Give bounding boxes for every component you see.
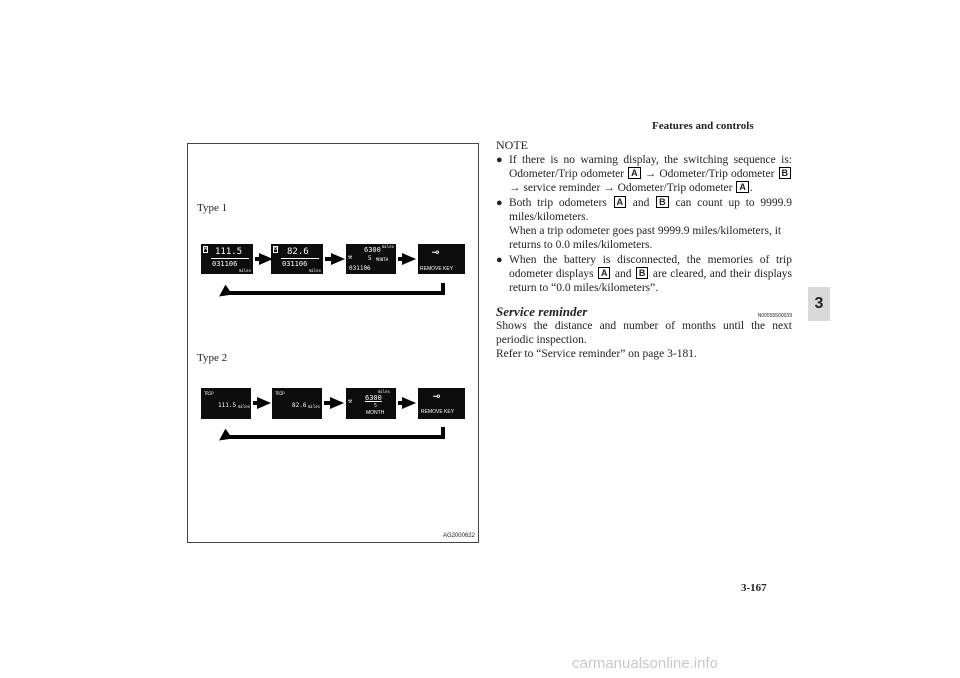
type1-screen-service (346, 244, 396, 274)
display-unit: miles (238, 268, 251, 273)
return-arrow-icon (216, 429, 233, 446)
type2-screen-trip-b (272, 388, 322, 419)
return-line-horizontal (228, 291, 445, 295)
type1-screen-trip-a (201, 244, 253, 274)
trip-b-label: B (656, 196, 669, 208)
display-odometer: 031106 (212, 260, 238, 268)
bullet-text: are cleared, and their displays return to “0.0 miles/kilometers”. (509, 268, 793, 294)
page-number: 3-167 (741, 582, 767, 594)
display-unit: miles (377, 389, 390, 394)
trip-a-label: A (614, 196, 627, 208)
display-label: REMOVE KEY (421, 409, 455, 415)
bullet-text: → Odometer/Trip odometer (644, 168, 775, 180)
key-icon: ⊸ (432, 245, 440, 259)
trip-a-label: A (598, 267, 611, 279)
right-arrow-icon (331, 253, 345, 265)
section-heading (496, 305, 792, 319)
trip-a-badge: A (204, 246, 208, 252)
display-month-unit: MONTH (366, 410, 385, 416)
display-value: 82.6 (292, 402, 307, 409)
trip-label: TRIP (275, 391, 285, 396)
bullet-text: and (614, 268, 632, 280)
watermark: carmanualsonline.info (572, 655, 718, 672)
figure-code: AG2000622 (442, 533, 475, 539)
display-value: 111.5 (215, 247, 243, 257)
bullet-text: When a trip odometer goes past 9999.9 miles/kilometers, it returns to 0.0 miles/kilometers. (509, 225, 782, 251)
bullet-text: Both trip odometers (509, 197, 607, 209)
text-column (496, 138, 792, 361)
note-bullet-1 (496, 153, 792, 195)
display-value: 82.6 (287, 247, 309, 257)
bullet-text: → service reminder → Odometer/Trip odometer (509, 182, 733, 194)
display-odometer: 031106 (282, 260, 308, 268)
section-title: Service reminder (496, 304, 588, 319)
display-months: 5 (368, 255, 372, 262)
right-arrow-icon (402, 253, 416, 265)
display-distance: 6300 (365, 394, 382, 402)
trip-a-label: A (736, 181, 749, 193)
trip-b-label: B (779, 167, 792, 179)
bullet-text: and (632, 197, 650, 209)
right-arrow-icon (402, 397, 416, 409)
figure-box (187, 143, 479, 543)
display-unit: miles (381, 244, 394, 249)
type2-screen-trip-a (201, 388, 251, 419)
right-arrow-icon (257, 397, 271, 409)
display-months: 5 (374, 403, 378, 409)
wrench-icon: ⚒ (348, 397, 353, 405)
display-unit: miles (308, 268, 321, 273)
section-code: N00555500039 (757, 313, 792, 319)
display-unit: miles (308, 404, 321, 409)
wrench-icon: ⚒ (348, 253, 353, 261)
display-divider (211, 258, 249, 259)
display-distance: 6300 (364, 246, 381, 254)
display-odometer: 031106 (349, 265, 371, 272)
key-icon: ⊸ (433, 389, 441, 403)
type2-label: Type 2 (197, 352, 228, 364)
bullet-text: When the battery is disconnected, the memories of trip odometer displays (509, 254, 792, 280)
bullet-text: . (749, 182, 753, 194)
return-line-horizontal (228, 435, 445, 439)
type2-screen-remove-key (418, 388, 465, 419)
service-reference: Refer to “Service reminder” on page 3-181. (496, 348, 697, 360)
trip-a-label: A (628, 167, 641, 179)
bullet-text: can count up to 9999.9 miles/kilometers. (509, 197, 793, 223)
note-bullet-3 (496, 253, 792, 295)
return-arrow-icon (216, 285, 233, 302)
type1-screen-trip-b (271, 244, 323, 274)
type1-screen-remove-key (418, 244, 465, 274)
trip-b-badge: B (274, 246, 278, 252)
type1-label: Type 1 (197, 202, 228, 214)
chapter-tab: 3 (808, 287, 830, 321)
bullet-text: If there is no warning display, the switching sequence is: Odometer/Trip odometer (509, 154, 792, 180)
display-unit: miles (238, 404, 251, 409)
right-arrow-icon (259, 253, 273, 265)
trip-b-label: B (636, 267, 649, 279)
display-label: REMOVE KEY (420, 266, 454, 272)
page-header-title: Features and controls (652, 120, 754, 132)
note-label: NOTE (496, 138, 528, 152)
note-bullet-2 (496, 196, 792, 252)
display-divider (281, 258, 319, 259)
display-value: 111.5 (218, 402, 237, 409)
trip-label: TRIP (204, 391, 214, 396)
type2-screen-service (346, 388, 396, 419)
display-month-unit: MONTH (376, 257, 389, 262)
right-arrow-icon (330, 397, 344, 409)
service-paragraph: Shows the distance and number of months until the next periodic inspection. (496, 320, 792, 346)
